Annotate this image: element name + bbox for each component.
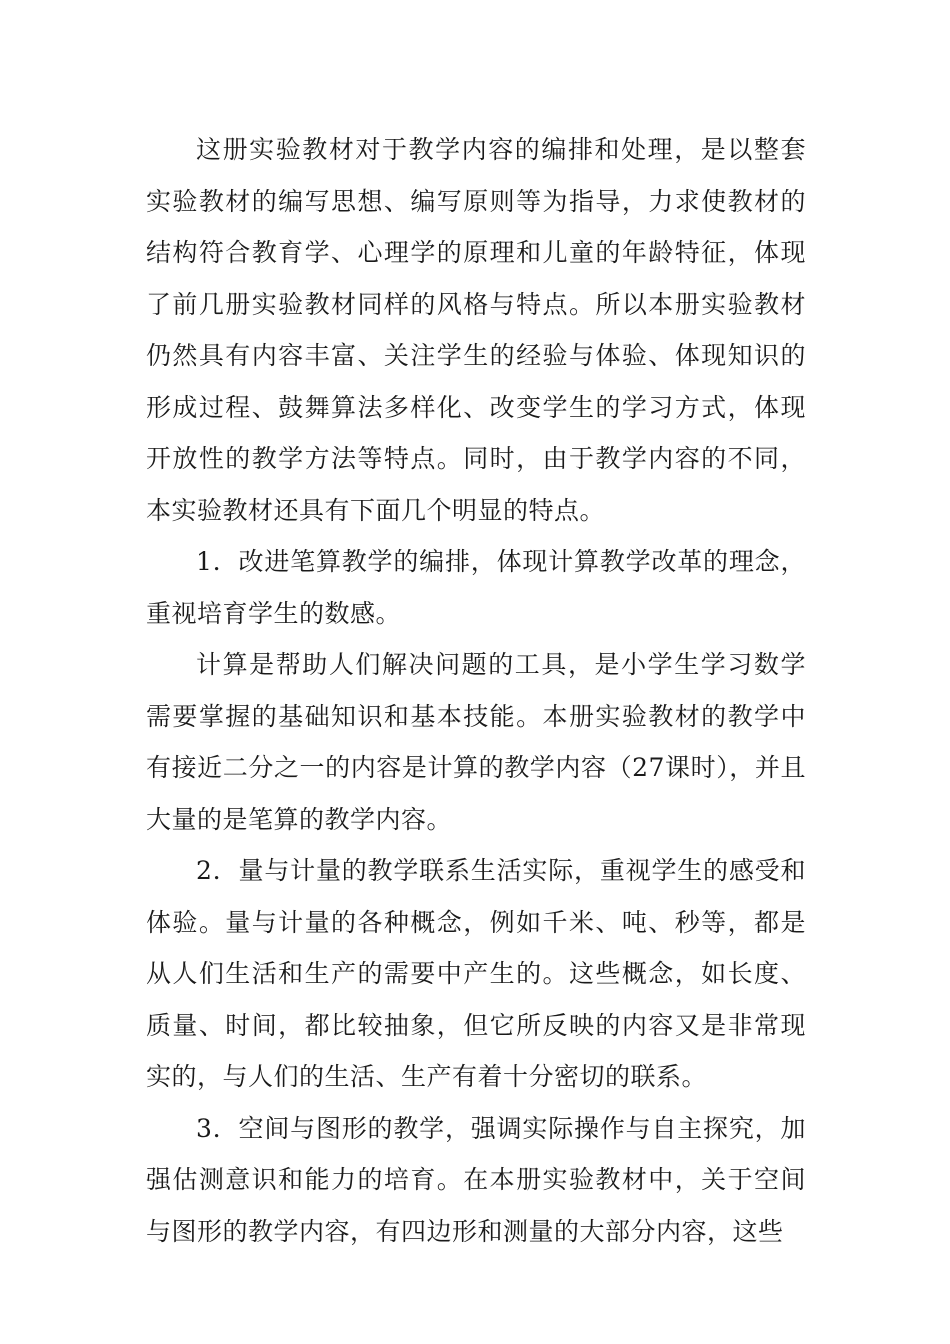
paragraph-calculation: 计算是帮助人们解决问题的工具，是小学生学习数学需要掌握的基础知识和基本技能。本册实验教材的教学中有接近二分之一的内容是计算的教学内容（27课时），并且大量的是笔算的教学内容。 xyxy=(146,650,806,834)
paragraph-intro: 这册实验教材对于教学内容的编排和处理，是以整套实验教材的编写思想、编写原则等为指导，力求使教材的结构符合教育学、心理学的原理和儿童的年龄特征，体现了前几册实验教材同样的风格与特点。所以本册实验教材仍然具有内容丰富、关注学生的经验与体验、体现知识的形成过程、鼓舞算法多样化、改变学生的学习方式，体现开放性的教学方法等特点。同时，由于教学内容的不同，本实验教材还具有下面几个明显的特点。 xyxy=(146,135,806,525)
paragraph-point-3: 3．空间与图形的教学，强调实际操作与自主探究，加强估测意识和能力的培育。在本册实验教材中，关于空间与图形的教学内容，有四边形和测量的大部分内容，这些 xyxy=(146,1113,806,1246)
paragraph-point-1: 1．改进笔算教学的编排，体现计算教学改革的理念，重视培育学生的数感。 xyxy=(146,547,806,628)
paragraph-point-2: 2．量与计量的教学联系生活实际，重视学生的感受和体验。量与计量的各种概念，例如千米、吨、秒等，都是从人们生活和生产的需要中产生的。这些概念，如长度、质量、时间，都比较抽象，但它所反映的内容又是非常现实的，与人们的生活、生产有着十分密切的联系。 xyxy=(146,856,806,1091)
document-body xyxy=(146,124,806,1257)
